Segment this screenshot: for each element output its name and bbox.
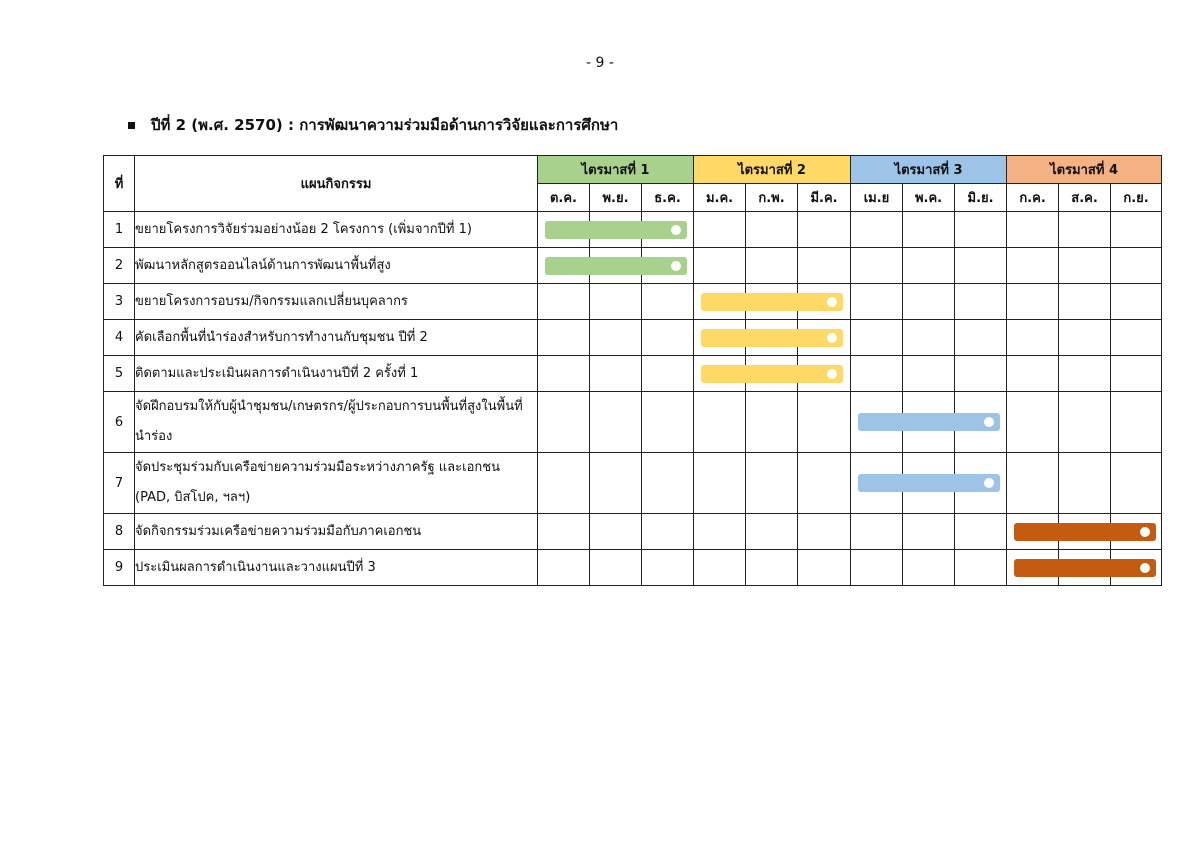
table-row (104, 356, 1162, 392)
month-cell (590, 356, 642, 392)
month-cell (538, 212, 590, 248)
month-cell (642, 320, 694, 356)
month-cell (798, 514, 851, 550)
row-number: 1 (104, 212, 135, 248)
timeline-bar (1014, 523, 1156, 541)
timeline-bar (701, 293, 843, 311)
table-row (104, 514, 1162, 550)
month-cell (642, 392, 694, 453)
month-cell (1007, 550, 1059, 586)
month-cell (694, 356, 746, 392)
month-cell (1059, 320, 1111, 356)
month-cell (1059, 453, 1111, 514)
header-month: มี.ค. (798, 184, 851, 212)
month-cell (590, 514, 642, 550)
row-activity: จัดกิจกรรมร่วมเครือข่ายความร่วมมือกับภาคเอกชน (135, 514, 538, 550)
row-number: 9 (104, 550, 135, 586)
month-cell (955, 320, 1007, 356)
month-cell (642, 550, 694, 586)
header-month: ก.ย. (1111, 184, 1162, 212)
bar-end-dot-icon (671, 261, 681, 271)
month-cell (798, 453, 851, 514)
header-quarter-1: ไตรมาสที่ 1 (538, 156, 694, 184)
month-cell (851, 392, 903, 453)
month-cell (590, 453, 642, 514)
month-cell (798, 392, 851, 453)
month-cell (642, 284, 694, 320)
month-cell (903, 212, 955, 248)
month-cell (746, 248, 798, 284)
row-number: 2 (104, 248, 135, 284)
month-cell (1059, 248, 1111, 284)
activity-plan-table (103, 155, 1162, 586)
timeline-bar (545, 221, 687, 239)
month-cell (694, 212, 746, 248)
row-activity: ขยายโครงการอบรม/กิจกรรมแลกเปลี่ยนบุคลากร (135, 284, 538, 320)
month-cell (1111, 392, 1162, 453)
month-cell (955, 284, 1007, 320)
timeline-bar (1014, 559, 1156, 577)
row-activity: ติดตามและประเมินผลการดำเนินงานปีที่ 2 ครั้งที่ 1 (135, 356, 538, 392)
section-heading-text: ปีที่ 2 (พ.ศ. 2570) : การพัฒนาความร่วมมือด้านการวิจัยและการศึกษา (151, 116, 619, 134)
header-month: ก.ค. (1007, 184, 1059, 212)
row-number: 5 (104, 356, 135, 392)
month-cell (746, 212, 798, 248)
timeline-bar (858, 474, 1000, 492)
month-cell (1111, 356, 1162, 392)
month-cell (694, 248, 746, 284)
month-cell (694, 514, 746, 550)
month-cell (851, 356, 903, 392)
header-quarter-4: ไตรมาสที่ 4 (1007, 156, 1162, 184)
month-cell (955, 514, 1007, 550)
month-cell (694, 550, 746, 586)
row-activity: คัดเลือกพื้นที่นำร่องสำหรับการทำงานกับชุมชน ปีที่ 2 (135, 320, 538, 356)
header-no: ที่ (104, 156, 135, 212)
month-cell (1007, 453, 1059, 514)
bar-end-dot-icon (827, 369, 837, 379)
row-activity: จัดฝึกอบรมให้กับผู้นำชุมชน/เกษตรกร/ผู้ประกอบการบนพื้นที่สูงในพื้นที่นำร่อง (135, 392, 538, 453)
month-cell (798, 248, 851, 284)
bar-end-dot-icon (984, 478, 994, 488)
header-month: มิ.ย. (955, 184, 1007, 212)
header-activity: แผนกิจกรรม (135, 156, 538, 212)
month-cell (642, 453, 694, 514)
month-cell (590, 320, 642, 356)
row-number: 8 (104, 514, 135, 550)
bar-end-dot-icon (1140, 527, 1150, 537)
table-row (104, 453, 1162, 514)
month-cell (538, 356, 590, 392)
month-cell (903, 514, 955, 550)
month-cell (1111, 284, 1162, 320)
row-activity: พัฒนาหลักสูตรออนไลน์ด้านการพัฒนาพื้นที่สูง (135, 248, 538, 284)
month-cell (798, 212, 851, 248)
month-cell (694, 320, 746, 356)
month-cell (851, 453, 903, 514)
bar-end-dot-icon (1140, 563, 1150, 573)
month-cell (746, 392, 798, 453)
header-month: ต.ค. (538, 184, 590, 212)
month-cell (1007, 248, 1059, 284)
timeline-bar (545, 257, 687, 275)
month-cell (538, 550, 590, 586)
month-cell (903, 248, 955, 284)
month-cell (538, 284, 590, 320)
header-month: พ.ค. (903, 184, 955, 212)
table-row (104, 392, 1162, 453)
row-activity: จัดประชุมร่วมกับเครือข่ายความร่วมมือระหว่างภาครัฐ และเอกชน (PAD, บิสโปค, ฯลฯ) (135, 453, 538, 514)
month-cell (642, 514, 694, 550)
month-cell (694, 392, 746, 453)
timeline-bar (701, 365, 843, 383)
table-row (104, 212, 1162, 248)
month-cell (851, 212, 903, 248)
month-cell (538, 392, 590, 453)
header-month: ธ.ค. (642, 184, 694, 212)
month-cell (1111, 212, 1162, 248)
month-cell (851, 320, 903, 356)
header-month: พ.ย. (590, 184, 642, 212)
month-cell (1007, 284, 1059, 320)
month-cell (851, 248, 903, 284)
month-cell (955, 356, 1007, 392)
month-cell (746, 550, 798, 586)
row-number: 3 (104, 284, 135, 320)
page-number: - 9 - (586, 55, 614, 71)
table-row (104, 284, 1162, 320)
month-cell (1059, 356, 1111, 392)
row-number: 4 (104, 320, 135, 356)
month-cell (694, 284, 746, 320)
month-cell (851, 514, 903, 550)
month-cell (955, 550, 1007, 586)
month-cell (590, 392, 642, 453)
month-cell (538, 453, 590, 514)
month-cell (1059, 212, 1111, 248)
bar-end-dot-icon (827, 333, 837, 343)
month-cell (590, 550, 642, 586)
month-cell (1059, 392, 1111, 453)
month-cell (1007, 320, 1059, 356)
table-row (104, 320, 1162, 356)
header-month: ส.ค. (1059, 184, 1111, 212)
header-month: ม.ค. (694, 184, 746, 212)
month-cell (1059, 284, 1111, 320)
section-heading (128, 113, 618, 137)
table-row (104, 550, 1162, 586)
timeline-bar (701, 329, 843, 347)
table-row (104, 248, 1162, 284)
bullet-square-icon (128, 122, 135, 129)
header-month: เม.ย (851, 184, 903, 212)
month-cell (903, 320, 955, 356)
month-cell (1007, 514, 1059, 550)
month-cell (955, 248, 1007, 284)
bar-end-dot-icon (671, 225, 681, 235)
row-number: 6 (104, 392, 135, 453)
row-activity: ขยายโครงการวิจัยร่วมอย่างน้อย 2 โครงการ (เพิ่มจากปีที่ 1) (135, 212, 538, 248)
month-cell (1007, 212, 1059, 248)
month-cell (851, 284, 903, 320)
month-cell (538, 514, 590, 550)
row-activity: ประเมินผลการดำเนินงานและวางแผนปีที่ 3 (135, 550, 538, 586)
month-cell (903, 356, 955, 392)
month-cell (746, 514, 798, 550)
month-cell (955, 212, 1007, 248)
month-cell (851, 550, 903, 586)
month-cell (1007, 392, 1059, 453)
month-cell (746, 453, 798, 514)
month-cell (1111, 248, 1162, 284)
month-cell (903, 284, 955, 320)
header-month: ก.พ. (746, 184, 798, 212)
bar-end-dot-icon (827, 297, 837, 307)
month-cell (642, 356, 694, 392)
month-cell (694, 453, 746, 514)
row-number: 7 (104, 453, 135, 514)
header-quarter-2: ไตรมาสที่ 2 (694, 156, 851, 184)
header-quarter-3: ไตรมาสที่ 3 (851, 156, 1007, 184)
month-cell (798, 550, 851, 586)
month-cell (1111, 453, 1162, 514)
month-cell (1007, 356, 1059, 392)
timeline-bar (858, 413, 1000, 431)
month-cell (1111, 320, 1162, 356)
month-cell (590, 284, 642, 320)
month-cell (538, 320, 590, 356)
bar-end-dot-icon (984, 417, 994, 427)
month-cell (538, 248, 590, 284)
month-cell (903, 550, 955, 586)
